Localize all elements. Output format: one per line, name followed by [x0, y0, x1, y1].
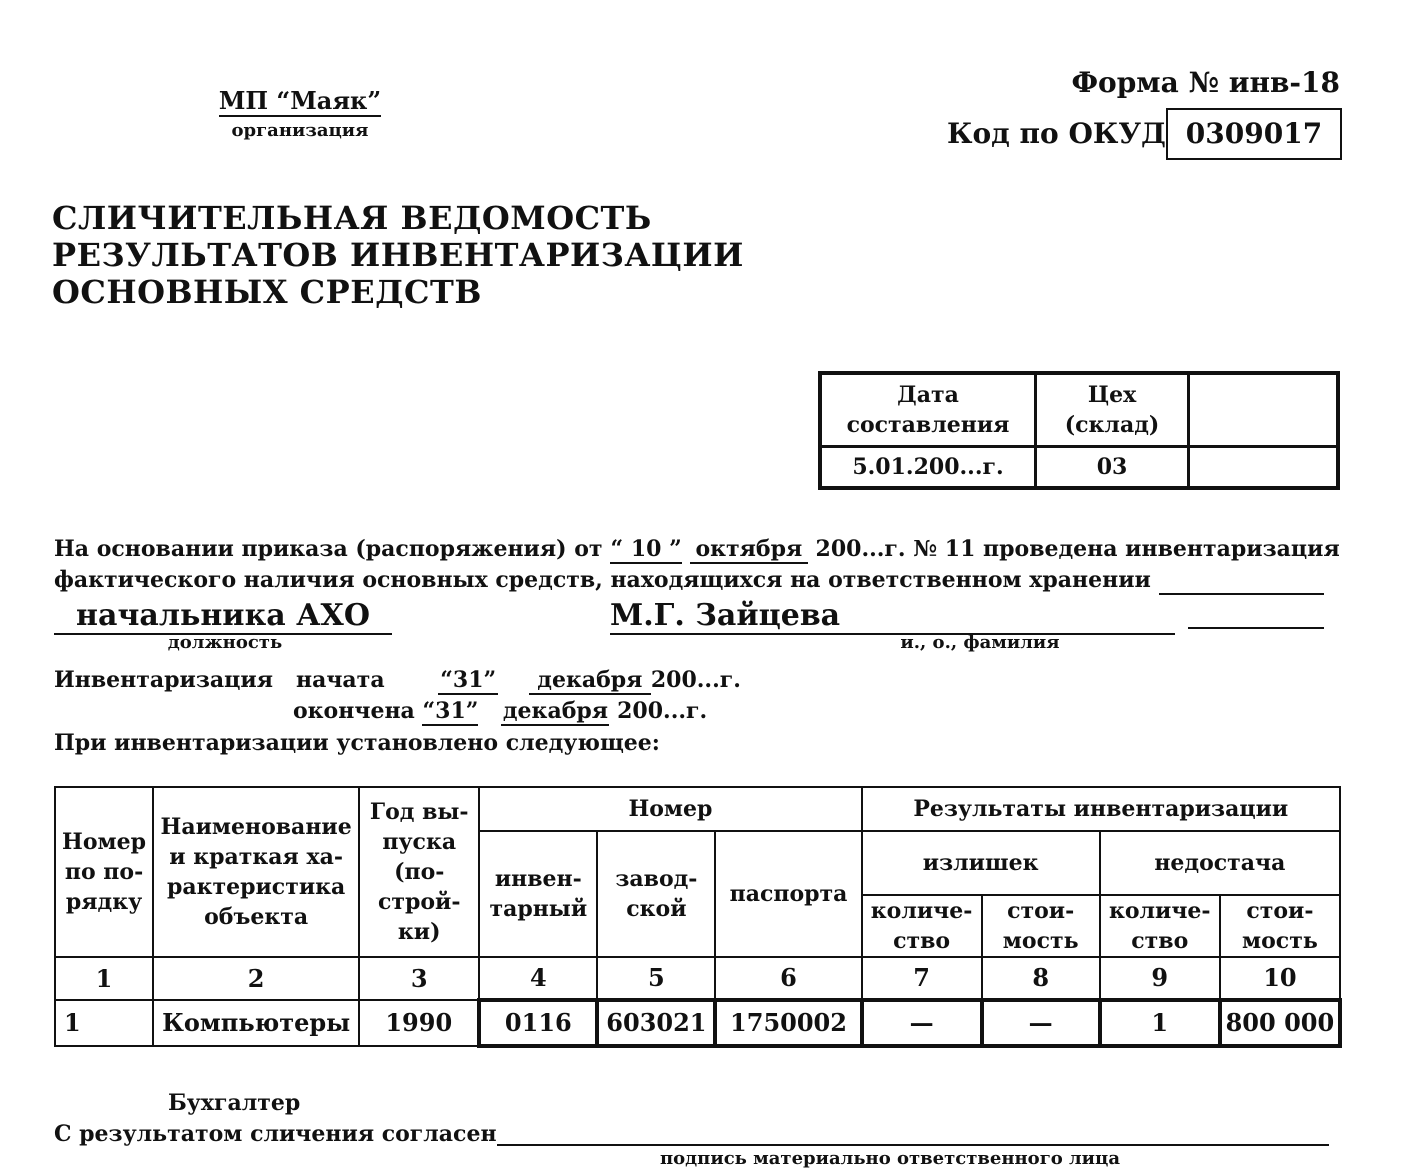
title-line: РЕЗУЛЬТАТОВ ИНВЕНТАРИЗАЦИИ — [52, 236, 744, 274]
organization-label: организация — [231, 120, 369, 141]
fio-label: и., о., фамилия — [900, 632, 1060, 653]
established-text: При инвентаризации установлено следующее: — [54, 730, 660, 756]
col-results-header: Результаты инвентаризации — [862, 787, 1340, 831]
order-month: октября — [690, 536, 808, 564]
col-shortage-qty-header: количе- ство — [1100, 895, 1220, 957]
col-number: 2 — [153, 957, 359, 1000]
col-number: 5 — [597, 957, 715, 1000]
date-value: 5.01.200...г. — [820, 447, 1036, 489]
cell-factory: 603021 — [597, 1000, 715, 1046]
order-day: “ 10 ” — [610, 536, 682, 562]
col-order-header: Номер по по- рядку — [55, 787, 153, 957]
fio-extra-line — [1188, 627, 1324, 629]
agree-text: С результатом сличения согласен — [54, 1121, 497, 1147]
cell-shortage-qty: 1 — [1100, 1000, 1220, 1046]
basis-line: На основании приказа (распоряжения) от “ 10 ” октября 200...г. № 11 проведена инвентаризация — [54, 536, 1340, 562]
col-passport-header: паспорта — [715, 831, 861, 957]
shop-value: 03 — [1036, 447, 1189, 489]
cell-shortage-cost: 800 000 — [1220, 1000, 1340, 1046]
basis-line-2: фактического наличия основных средств, находящихся на ответственном хранении — [54, 567, 1324, 595]
position-value: начальника АХО — [54, 598, 392, 635]
inventory-table — [54, 786, 1342, 1048]
signature-label: подпись материально ответственного лица — [659, 1148, 1120, 1169]
document-title — [52, 200, 744, 311]
col-number: 10 — [1220, 957, 1340, 1000]
col-year-header: Год вы- пуска (по- строй- ки) — [359, 787, 479, 957]
inventory-start: Инвентаризация начата “31” декабря 200...г. — [54, 667, 741, 693]
col-number: 6 — [715, 957, 861, 1000]
cell-name: Компьютеры — [153, 1000, 359, 1046]
empty-value — [1189, 447, 1339, 489]
col-surplus-cost-header: стои- мость — [982, 895, 1100, 957]
cell-order: 1 — [55, 1000, 153, 1046]
cell-surplus-qty: — — [862, 1000, 982, 1046]
date-table — [818, 371, 1340, 490]
inventory-end: окончена “31” декабря 200...г. — [293, 698, 708, 724]
empty-header — [1189, 373, 1339, 447]
cell-inv: 0116 — [479, 1000, 597, 1046]
date-header: Дата составления — [820, 373, 1036, 447]
col-shortage-cost-header: стои- мость — [1220, 895, 1340, 957]
col-number: 4 — [479, 957, 597, 1000]
col-number-header: Номер — [479, 787, 861, 831]
organization-name: МП “Маяк” — [218, 86, 382, 115]
col-number: 9 — [1100, 957, 1220, 1000]
col-number: 7 — [862, 957, 982, 1000]
col-number: 1 — [55, 957, 153, 1000]
col-shortage-header: недостача — [1100, 831, 1340, 895]
shop-header: Цех (склад) — [1036, 373, 1189, 447]
col-number: 3 — [359, 957, 479, 1000]
cell-passport: 1750002 — [715, 1000, 861, 1046]
position-label: должность — [167, 632, 283, 653]
cell-year: 1990 — [359, 1000, 479, 1046]
col-factory-header: завод- ской — [597, 831, 715, 957]
col-inv-header: инвен- тарный — [479, 831, 597, 957]
cell-surplus-cost: — — [982, 1000, 1100, 1046]
col-name-header: Наименование и краткая ха- рактеристика объекта — [153, 787, 359, 957]
form-number: Форма № инв-18 — [1071, 66, 1340, 99]
okud-label: Код по ОКУД — [947, 117, 1166, 150]
signature-line — [497, 1144, 1329, 1146]
accountant-label: Бухгалтер — [168, 1090, 301, 1116]
title-line: ОСНОВНЫХ СРЕДСТВ — [52, 273, 482, 311]
okud-code: 0309017 — [1166, 108, 1342, 160]
col-surplus-qty-header: количе- ство — [862, 895, 982, 957]
col-surplus-header: излишек — [862, 831, 1100, 895]
table-row — [55, 1000, 1340, 1046]
fio-value: М.Г. Зайцева — [610, 598, 1175, 635]
col-number: 8 — [982, 957, 1100, 1000]
title-line: СЛИЧИТЕЛЬНАЯ ВЕДОМОСТЬ — [52, 199, 652, 237]
